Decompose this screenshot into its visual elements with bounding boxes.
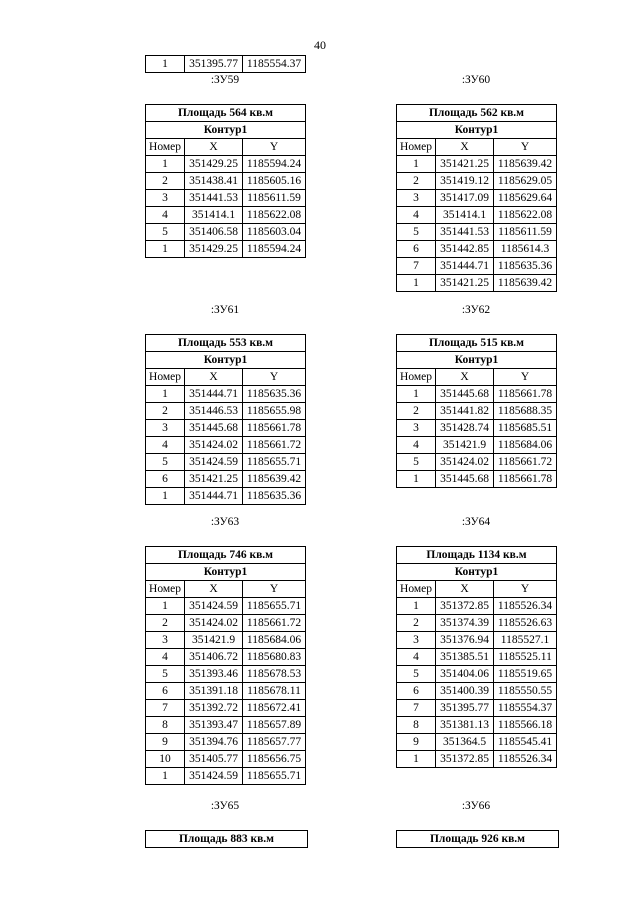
header-number: Номер — [146, 139, 185, 156]
cell-number: 4 — [146, 207, 185, 224]
cell-y: 1185594.24 — [243, 241, 306, 258]
header-number: Номер — [146, 581, 185, 598]
header-y: Y — [494, 369, 557, 386]
table-row — [146, 751, 306, 768]
cell-y: 1185635.36 — [243, 488, 306, 505]
cell-x: 351395.77 — [185, 56, 243, 73]
cell-number: 1 — [146, 241, 185, 258]
cell-x: 351424.02 — [185, 615, 243, 632]
cell-y: 1185661.72 — [243, 615, 306, 632]
contour-title: Контур1 — [397, 122, 557, 139]
cell-number: 3 — [146, 420, 185, 437]
table-row — [397, 683, 557, 700]
cell-number: 6 — [397, 683, 436, 700]
table-row — [146, 666, 306, 683]
cell-y: 1185554.37 — [494, 700, 557, 717]
cell-number: 5 — [397, 224, 436, 241]
cell-x: 351419.12 — [436, 173, 494, 190]
header-y: Y — [243, 369, 306, 386]
table-row — [397, 420, 557, 437]
table-row — [146, 615, 306, 632]
cell-x: 351441.82 — [436, 403, 494, 420]
cell-y: 1185678.11 — [243, 683, 306, 700]
area-row — [146, 831, 308, 848]
table-row — [397, 386, 557, 403]
table-row — [146, 649, 306, 666]
header-y: Y — [243, 581, 306, 598]
cell-y: 1185685.51 — [494, 420, 557, 437]
table-row — [146, 386, 306, 403]
cell-number: 1 — [397, 156, 436, 173]
table-row — [397, 241, 557, 258]
cell-x: 351444.71 — [185, 488, 243, 505]
page-number: 40 — [314, 38, 326, 52]
cell-number: 7 — [397, 258, 436, 275]
cell-x: 351441.53 — [185, 190, 243, 207]
cell-y: 1185655.71 — [243, 768, 306, 785]
cell-y: 1185519.65 — [494, 666, 557, 683]
cell-number: 1 — [146, 768, 185, 785]
cell-number: 4 — [146, 437, 185, 454]
cell-x: 351438.41 — [185, 173, 243, 190]
header-row — [397, 139, 557, 156]
area-row — [146, 335, 306, 352]
cell-number: 10 — [146, 751, 185, 768]
cell-x: 351393.46 — [185, 666, 243, 683]
cell-x: 351444.71 — [185, 386, 243, 403]
cell-number: 2 — [146, 173, 185, 190]
cell-y: 1185526.34 — [494, 751, 557, 768]
cell-number: 1 — [146, 488, 185, 505]
cell-y: 1185680.83 — [243, 649, 306, 666]
area-title: Площадь 562 кв.м — [397, 105, 557, 122]
cell-y: 1185622.08 — [243, 207, 306, 224]
table-row — [146, 403, 306, 420]
cell-y: 1185594.24 — [243, 156, 306, 173]
cell-number: 4 — [397, 207, 436, 224]
plot-label-zu59: :ЗУ59 — [210, 74, 240, 86]
header-x: X — [436, 369, 494, 386]
cell-number: 1 — [146, 56, 185, 73]
cell-x: 351444.71 — [436, 258, 494, 275]
header-y: Y — [243, 139, 306, 156]
cell-number: 1 — [146, 386, 185, 403]
table-row — [397, 649, 557, 666]
cell-number: 4 — [397, 437, 436, 454]
cell-x: 351405.77 — [185, 751, 243, 768]
table-row — [397, 224, 557, 241]
cell-y: 1185629.64 — [494, 190, 557, 207]
cell-number: 1 — [397, 598, 436, 615]
cell-x: 351445.68 — [436, 471, 494, 488]
area-row — [397, 547, 557, 564]
cell-x: 351421.25 — [436, 275, 494, 292]
header-x: X — [436, 581, 494, 598]
header-row — [397, 369, 557, 386]
area-row — [146, 547, 306, 564]
table-row — [397, 437, 557, 454]
cell-y: 1185688.35 — [494, 403, 557, 420]
header-number: Номер — [397, 581, 436, 598]
continuation-table — [145, 55, 306, 73]
plot-label-zu64: :ЗУ64 — [461, 516, 491, 528]
coords-table-zu61 — [145, 334, 306, 505]
table-row — [397, 207, 557, 224]
cell-x: 351376.94 — [436, 632, 494, 649]
table-row — [397, 190, 557, 207]
contour-row — [397, 564, 557, 581]
cell-x: 351421.25 — [185, 471, 243, 488]
cell-y: 1185550.55 — [494, 683, 557, 700]
area-title: Площадь 515 кв.м — [397, 335, 557, 352]
cell-x: 351424.59 — [185, 598, 243, 615]
cell-y: 1185684.06 — [243, 632, 306, 649]
area-row — [146, 105, 306, 122]
table-row — [146, 420, 306, 437]
cell-x: 351372.85 — [436, 751, 494, 768]
contour-title: Контур1 — [397, 564, 557, 581]
area-title: Площадь 1134 кв.м — [397, 547, 557, 564]
area-title: Площадь 746 кв.м — [146, 547, 306, 564]
cell-y: 1185655.71 — [243, 598, 306, 615]
area-row — [397, 105, 557, 122]
cell-number: 8 — [146, 717, 185, 734]
table-row — [397, 403, 557, 420]
cell-x: 351429.25 — [185, 241, 243, 258]
plot-label-zu60: :ЗУ60 — [461, 74, 491, 86]
cell-number: 2 — [397, 615, 436, 632]
cell-x: 351393.47 — [185, 717, 243, 734]
cell-x: 351429.25 — [185, 156, 243, 173]
cell-y: 1185656.75 — [243, 751, 306, 768]
cell-y: 1185655.98 — [243, 403, 306, 420]
cell-number: 5 — [397, 454, 436, 471]
contour-title: Контур1 — [146, 122, 306, 139]
cell-y: 1185611.59 — [494, 224, 557, 241]
table-row — [397, 615, 557, 632]
cell-number: 2 — [397, 173, 436, 190]
table-row — [146, 700, 306, 717]
header-number: Номер — [146, 369, 185, 386]
cell-number: 6 — [146, 471, 185, 488]
table-row — [146, 56, 306, 73]
table-row — [397, 717, 557, 734]
cell-x: 351424.02 — [185, 437, 243, 454]
header-row — [397, 581, 557, 598]
cell-number: 6 — [146, 683, 185, 700]
cell-x: 351424.59 — [185, 768, 243, 785]
coords-table-zu64 — [396, 546, 557, 768]
table-row — [397, 700, 557, 717]
cell-x: 351374.39 — [436, 615, 494, 632]
plot-label-zu61: :ЗУ61 — [210, 304, 240, 316]
cell-x: 351404.06 — [436, 666, 494, 683]
table-row — [397, 751, 557, 768]
cell-y: 1185657.89 — [243, 717, 306, 734]
cell-x: 351385.51 — [436, 649, 494, 666]
table-row — [146, 488, 306, 505]
table-row — [146, 471, 306, 488]
cell-number: 5 — [397, 666, 436, 683]
cell-y: 1185525.11 — [494, 649, 557, 666]
cell-number: 6 — [397, 241, 436, 258]
contour-title: Контур1 — [146, 564, 306, 581]
cell-number: 7 — [397, 700, 436, 717]
table-row — [146, 768, 306, 785]
cell-number: 1 — [397, 751, 436, 768]
cell-y: 1185672.41 — [243, 700, 306, 717]
cell-x: 351421.25 — [436, 156, 494, 173]
cell-number: 2 — [146, 403, 185, 420]
cell-y: 1185554.37 — [243, 56, 306, 73]
header-row — [146, 139, 306, 156]
cell-x: 351392.72 — [185, 700, 243, 717]
table-row — [397, 258, 557, 275]
cell-y: 1185566.18 — [494, 717, 557, 734]
cell-x: 351445.68 — [185, 420, 243, 437]
contour-row — [146, 564, 306, 581]
cell-y: 1185611.59 — [243, 190, 306, 207]
plot-label-zu62: :ЗУ62 — [461, 304, 491, 316]
header-x: X — [185, 581, 243, 598]
cell-x: 351446.53 — [185, 403, 243, 420]
cell-y: 1185527.1 — [494, 632, 557, 649]
table-row — [146, 632, 306, 649]
header-x: X — [185, 369, 243, 386]
cell-number: 1 — [397, 275, 436, 292]
table-row — [397, 454, 557, 471]
header-row — [146, 369, 306, 386]
cell-y: 1185605.16 — [243, 173, 306, 190]
cell-x: 351424.02 — [436, 454, 494, 471]
cell-number: 3 — [397, 632, 436, 649]
cell-number: 1 — [146, 156, 185, 173]
header-row — [146, 581, 306, 598]
cell-x: 351414.1 — [185, 207, 243, 224]
table-row — [146, 683, 306, 700]
contour-row — [146, 122, 306, 139]
table-row — [146, 454, 306, 471]
cell-number: 8 — [397, 717, 436, 734]
header-number: Номер — [397, 139, 436, 156]
cell-number: 5 — [146, 224, 185, 241]
table-row — [146, 717, 306, 734]
cell-number: 1 — [146, 598, 185, 615]
table-row — [397, 275, 557, 292]
cell-y: 1185635.36 — [494, 258, 557, 275]
header-x: X — [185, 139, 243, 156]
cell-y: 1185526.34 — [494, 598, 557, 615]
table-row — [397, 666, 557, 683]
cell-number: 4 — [397, 649, 436, 666]
cell-x: 351381.13 — [436, 717, 494, 734]
cell-number: 5 — [146, 666, 185, 683]
cell-number: 9 — [146, 734, 185, 751]
header-y: Y — [494, 139, 557, 156]
area-title: Площадь 553 кв.м — [146, 335, 306, 352]
cell-y: 1185639.42 — [494, 156, 557, 173]
coords-table-zu63 — [145, 546, 306, 785]
table-row — [146, 173, 306, 190]
table-row — [397, 598, 557, 615]
area-row — [397, 831, 559, 848]
cell-number: 5 — [146, 454, 185, 471]
cell-x: 351445.68 — [436, 386, 494, 403]
cell-number: 7 — [146, 700, 185, 717]
table-row — [146, 224, 306, 241]
area-title: Площадь 883 кв.м — [146, 831, 308, 848]
cell-x: 351421.9 — [436, 437, 494, 454]
cell-number: 3 — [146, 190, 185, 207]
table-row — [397, 156, 557, 173]
cell-x: 351391.18 — [185, 683, 243, 700]
cell-y: 1185661.78 — [243, 420, 306, 437]
cell-number: 3 — [397, 420, 436, 437]
cell-number: 4 — [146, 649, 185, 666]
cell-y: 1185639.42 — [243, 471, 306, 488]
plot-label-zu63: :ЗУ63 — [210, 516, 240, 528]
coords-table-zu59 — [145, 104, 306, 258]
table-row — [397, 471, 557, 488]
cell-x: 351428.74 — [436, 420, 494, 437]
cell-y: 1185661.72 — [494, 454, 557, 471]
contour-title: Контур1 — [146, 352, 306, 369]
table-row — [146, 241, 306, 258]
cell-y: 1185545.41 — [494, 734, 557, 751]
cell-x: 351441.53 — [436, 224, 494, 241]
area-title: Площадь 926 кв.м — [397, 831, 559, 848]
cell-number: 3 — [146, 632, 185, 649]
cell-y: 1185657.77 — [243, 734, 306, 751]
coords-table-zu60 — [396, 104, 557, 292]
coords-table-zu62 — [396, 334, 557, 488]
area-title: Площадь 564 кв.м — [146, 105, 306, 122]
header-y: Y — [494, 581, 557, 598]
cell-x: 351406.72 — [185, 649, 243, 666]
cell-y: 1185614.3 — [494, 241, 557, 258]
contour-row — [146, 352, 306, 369]
cell-y: 1185661.78 — [494, 471, 557, 488]
header-x: X — [436, 139, 494, 156]
cell-x: 351395.77 — [436, 700, 494, 717]
cell-y: 1185526.63 — [494, 615, 557, 632]
plot-label-zu66: :ЗУ66 — [461, 800, 491, 812]
area-row — [397, 335, 557, 352]
plot-label-zu65: :ЗУ65 — [210, 800, 240, 812]
cell-y: 1185661.72 — [243, 437, 306, 454]
cell-number: 2 — [146, 615, 185, 632]
contour-row — [397, 122, 557, 139]
table-row — [397, 734, 557, 751]
cell-y: 1185655.71 — [243, 454, 306, 471]
cell-y: 1185603.04 — [243, 224, 306, 241]
area-table-zu65 — [145, 830, 308, 848]
contour-title: Контур1 — [397, 352, 557, 369]
cell-x: 351394.76 — [185, 734, 243, 751]
contour-row — [397, 352, 557, 369]
cell-x: 351364.5 — [436, 734, 494, 751]
table-row — [146, 156, 306, 173]
cell-y: 1185684.06 — [494, 437, 557, 454]
cell-x: 351424.59 — [185, 454, 243, 471]
table-row — [397, 173, 557, 190]
cell-number: 9 — [397, 734, 436, 751]
cell-number: 1 — [397, 386, 436, 403]
cell-number: 1 — [397, 471, 436, 488]
cell-x: 351400.39 — [436, 683, 494, 700]
cell-number: 3 — [397, 190, 436, 207]
cell-x: 351421.9 — [185, 632, 243, 649]
header-number: Номер — [397, 369, 436, 386]
cell-y: 1185629.05 — [494, 173, 557, 190]
cell-number: 2 — [397, 403, 436, 420]
cell-x: 351417.09 — [436, 190, 494, 207]
table-row — [397, 632, 557, 649]
cell-y: 1185639.42 — [494, 275, 557, 292]
area-table-zu66 — [396, 830, 559, 848]
table-row — [146, 734, 306, 751]
cell-x: 351372.85 — [436, 598, 494, 615]
table-row — [146, 207, 306, 224]
table-row — [146, 598, 306, 615]
cell-y: 1185622.08 — [494, 207, 557, 224]
table-row — [146, 437, 306, 454]
cell-y: 1185635.36 — [243, 386, 306, 403]
cell-x: 351406.58 — [185, 224, 243, 241]
cell-y: 1185678.53 — [243, 666, 306, 683]
table-row — [146, 190, 306, 207]
cell-x: 351442.85 — [436, 241, 494, 258]
cell-x: 351414.1 — [436, 207, 494, 224]
cell-y: 1185661.78 — [494, 386, 557, 403]
